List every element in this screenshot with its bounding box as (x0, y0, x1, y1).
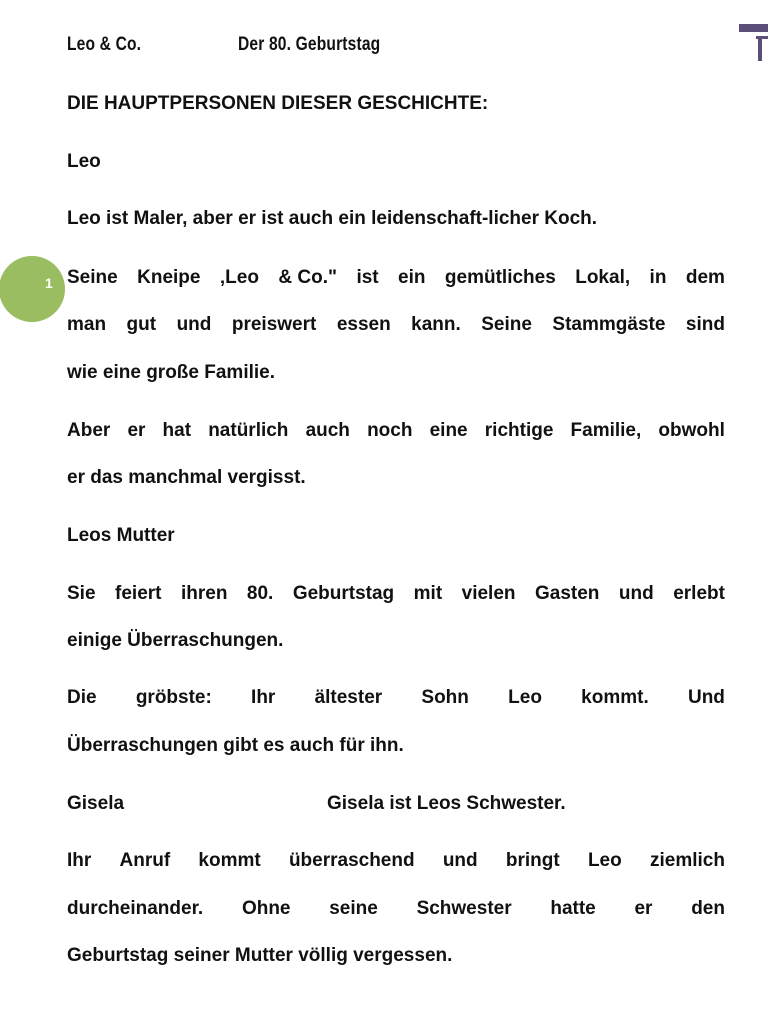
word: essen (336, 314, 391, 335)
word: preiswert (231, 314, 317, 335)
word: den (691, 898, 725, 919)
word: er (127, 420, 146, 441)
gisela-text-line-3: Geburtstag seiner Mutter völlig vergessen. (67, 945, 453, 966)
leo-text-line-6: er das manchmal vergisst. (67, 467, 306, 488)
word: überraschend (288, 850, 415, 871)
word: dem (685, 267, 725, 288)
word: in (649, 267, 667, 288)
word: feiert (115, 583, 162, 604)
word: und (176, 314, 212, 335)
word: Stammgäste (552, 314, 666, 335)
word: Seine (67, 267, 118, 288)
word: Familie, (570, 420, 642, 441)
page-number-badge (0, 256, 65, 322)
mutter-text-line-3 (67, 686, 725, 710)
gisela-description: Gisela ist Leos Schwester. (327, 793, 566, 814)
word: Anruf (119, 850, 171, 871)
word: gut (126, 314, 157, 335)
word: und (618, 583, 654, 604)
character-name-mutter: Leos Mutter (67, 525, 175, 546)
word: Ihr (67, 850, 92, 871)
word: noch (367, 420, 413, 441)
word: kann. (411, 314, 461, 335)
leo-text-line-4: wie eine große Familie. (67, 362, 276, 383)
word: Leo (508, 687, 542, 708)
word: richtige (484, 420, 554, 441)
word: und (442, 850, 478, 871)
word: ist (356, 267, 379, 288)
word: kommt (198, 850, 261, 871)
leo-text-line-5 (67, 419, 725, 443)
character-name-leo: Leo (67, 151, 101, 172)
word: Sie (67, 583, 96, 604)
word: man (67, 314, 107, 335)
word: bringt (505, 850, 560, 871)
header-left: Leo & Co. (67, 34, 142, 55)
word: Und (687, 687, 725, 708)
gisela-text-line-1 (67, 849, 725, 873)
word: ‚Leo (219, 267, 259, 288)
word: ältester (314, 687, 383, 708)
gisela-text-line-2 (67, 897, 725, 921)
mutter-text-line-2: einige Überraschungen. (67, 630, 284, 651)
word: hat (162, 420, 192, 441)
word: obwohl (658, 420, 725, 441)
word: ziemlich (649, 850, 725, 871)
word: seine (329, 898, 378, 919)
word: erlebt (673, 583, 725, 604)
section-heading: DIE HAUPTPERSONEN DIESER GESCHICHTE: (67, 93, 489, 114)
header-title: Der 80. Geburtstag (238, 34, 381, 55)
word: durcheinander. (67, 898, 204, 919)
word: Ihr (251, 687, 276, 708)
word: ihren (180, 583, 228, 604)
word: natürlich (208, 420, 289, 441)
word: Gasten (535, 583, 600, 604)
word: hatte (550, 898, 596, 919)
word: sind (685, 314, 725, 335)
word: Sohn (421, 687, 469, 708)
word: Ohne (241, 898, 291, 919)
word: Leo (587, 850, 622, 871)
mutter-text-line-1 (67, 582, 725, 606)
word: Schwester (416, 898, 512, 919)
word: 80. (246, 583, 274, 604)
word: & Co." (278, 267, 338, 288)
leo-text-line-3 (67, 313, 725, 337)
word: Lokal, (575, 267, 631, 288)
word: ein (398, 267, 426, 288)
word: er (634, 898, 653, 919)
word: mit (413, 583, 443, 604)
word: auch (305, 420, 350, 441)
word: vielen (461, 583, 516, 604)
leo-text-line-2 (67, 266, 725, 290)
corner-bracket-icon (739, 24, 768, 66)
mutter-text-line-4: Überraschungen gibt es auch für ihn. (67, 735, 404, 756)
word: Geburtstag (292, 583, 395, 604)
word: eine (429, 420, 468, 441)
word: Die (67, 687, 97, 708)
word: gröbste: (135, 687, 212, 708)
word: kommt. (581, 687, 649, 708)
word: gemütliches (444, 267, 556, 288)
character-name-gisela: Gisela (67, 793, 125, 814)
page-number: 1 (45, 275, 53, 291)
leo-text-line-1: Leo ist Maler, aber er ist auch ein leidenschaft-licher Koch. (67, 208, 598, 229)
word: Kneipe (137, 267, 201, 288)
word: Aber (67, 420, 111, 441)
word: Seine (481, 314, 532, 335)
